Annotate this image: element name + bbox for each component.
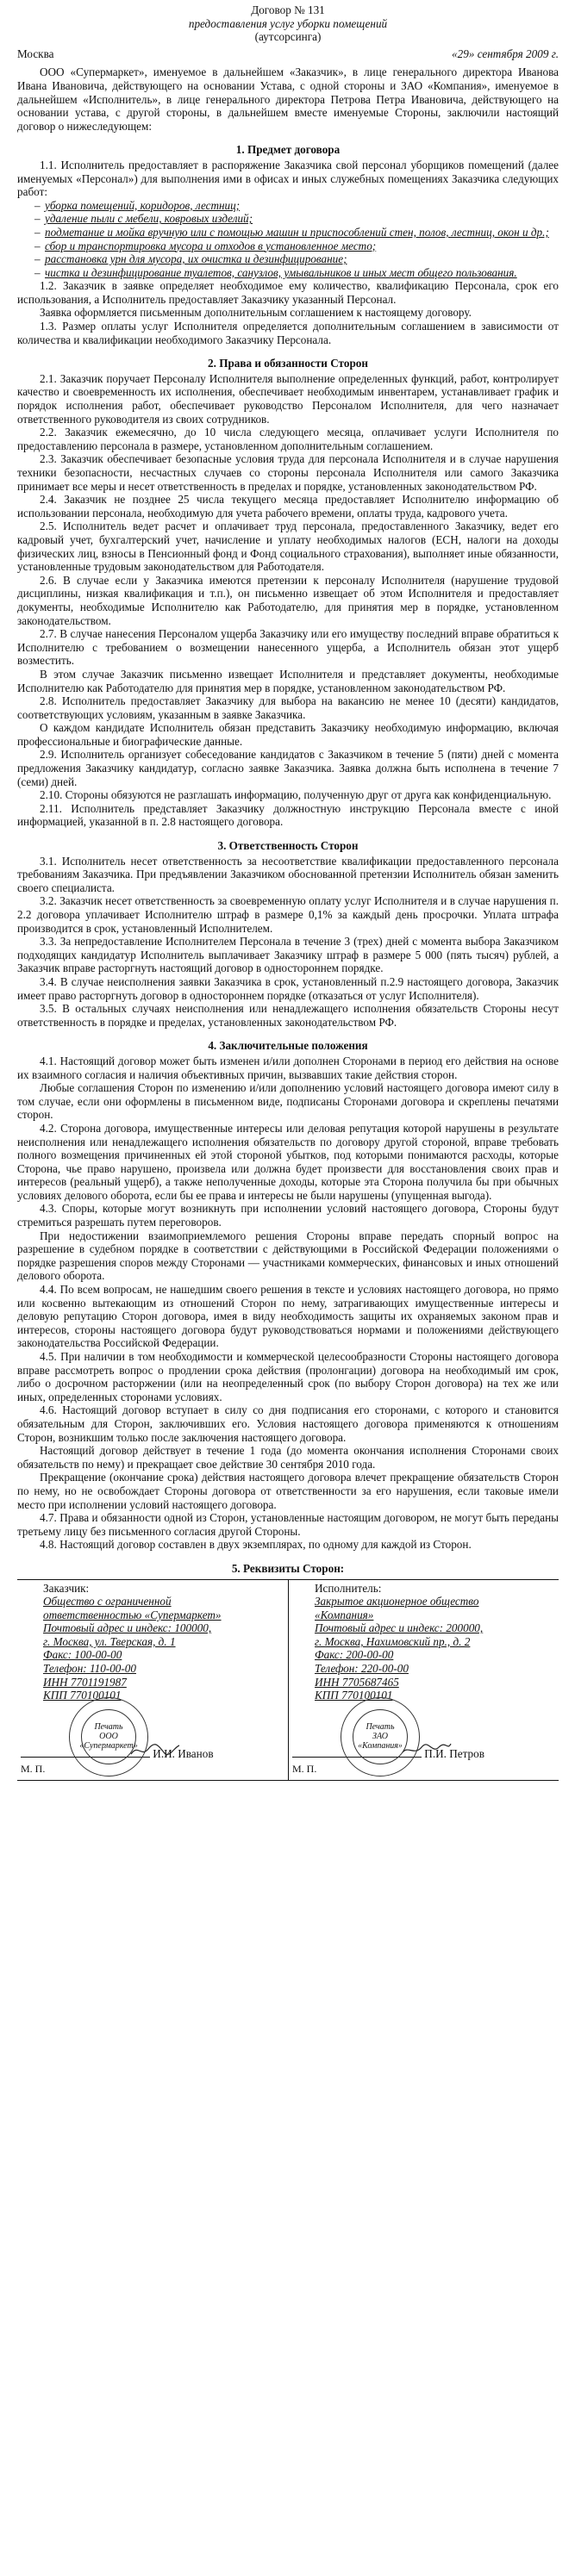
req-line: Почтовый адрес и индекс: 100000,: [43, 1621, 212, 1635]
section-5-title: 5. Реквизиты Сторон:: [231, 1561, 345, 1575]
req-line: ИНН 7705687465: [315, 1675, 399, 1689]
s1-p4: 1.3. Размер оплаты услуг Исполнителя определяется дополнительным соглашением в зависимости от количества и квалификации необходимого Заказчику Персонала.: [17, 320, 559, 346]
paragraph: 3.2. Заказчик несет ответственность за своевременную оплату услуг Исполнителя и в случае нарушения п. 2.2 договора уплачивает Исполнителю штраф в размере 0,1% за каждый день просрочки. Уплата штрафа производится в срок, установленный Исполнителем.: [17, 894, 559, 935]
paragraph: Настоящий договор действует в течение 1 года (до момента окончания исполнения Сторонами своих обязательств по нему) и прекращает свое действие 30 сентября 2010 года.: [17, 1444, 559, 1471]
paragraph: 4.5. При наличии в том необходимости и коммерческой целесообразности Стороны настоящего договора вправе рассмотреть вопрос о продлении срока действия (пролонгации) договора на необходимый им срок, либо о досрочном расторжении (или на неопределенный срок (по выбору Сторон договора) на тех же или иных, определенных сторонами условиях.: [17, 1350, 559, 1403]
section-4-body: [17, 1055, 559, 1552]
paragraph: 3.5. В остальных случаях неисполнения или ненадлежащего исполнения обязательств Стороны несут ответственность в порядке и пределах, установленных законодательством РФ.: [17, 1002, 559, 1029]
paragraph: 2.7. В случае нанесения Персоналом ущерба Заказчику или его имуществу последний вправе обратиться к Исполнителю с требованием о возмещении нанесенного ущерба, а Исполнитель обязан этот ущерб возместить.: [17, 627, 559, 668]
requisites-table: [17, 1579, 559, 1781]
list-item: – чистка и дезинфицирование туалетов, санузлов, умывальников и иных мест общего пользования.: [45, 266, 559, 280]
contract-title: Договор № 131: [251, 3, 325, 16]
customer-requisites: [17, 1580, 288, 1780]
paragraph: 2.8. Исполнитель предоставляет Заказчику для выбора на вакансию не менее 10 (десяти) кандидатов, соответствующих условиям, указанным в заявке Заказчика.: [17, 694, 559, 721]
contract-date: «29» сентября 2009 г.: [452, 47, 559, 60]
req-line: Телефон: 220-00-00: [315, 1662, 409, 1676]
req-line: г. Москва, ул. Тверская, д. 1: [43, 1634, 176, 1648]
city: Москва: [17, 47, 54, 60]
contract-page: [17, 3, 559, 1781]
list-item: – сбор и транспортировка мусора и отходов в установленное место;: [45, 240, 559, 253]
req-line: Общество с ограниченной: [43, 1595, 172, 1608]
executor-seal-label: М. П.: [292, 1762, 317, 1775]
req-line: «Компания»: [315, 1608, 374, 1621]
section-4-title: 4. Заключительные положения: [208, 1039, 368, 1053]
paragraph: 2.10. Стороны обязуются не разглашать информацию, полученную друг от друга как конфиденциальную.: [40, 788, 552, 802]
req-line: Закрытое акционерное общество: [315, 1595, 479, 1608]
paragraph: 2.11. Исполнитель представляет Заказчику должностную инструкцию Персонала вместе с иной информацией, указанной в п. 2.8 настоящего договора.: [17, 801, 559, 829]
req-line: Факс: 200-00-00: [315, 1648, 394, 1662]
list-item: – расстановка урн для мусора, их очистка и дезинфицирование;: [45, 252, 559, 266]
customer-seal-label: М. П.: [21, 1762, 46, 1775]
stamp-text: «Супермаркет»: [79, 1741, 138, 1751]
contract-subtitle-2: (аутсорсинга): [254, 30, 322, 44]
req-line: Почтовый адрес и индекс: 200000,: [315, 1621, 484, 1635]
place-date-row: [17, 47, 559, 61]
paragraph: 2.6. В случае если у Заказчика имеются претензии к персоналу Исполнителя (нарушение трудовой дисциплины, низкая квалификация и т.п.), он письменно извещает об этом Исполнителя и предоставляет документы, необходимые Исполнителю как Работодателю, для принятия мер в порядке, установленном законодательством.: [17, 573, 559, 627]
executor-heading: Исполнитель:: [315, 1581, 382, 1595]
paragraph: 2.1. Заказчик поручает Персоналу Исполнителя выполнение определенных функций, работ, контролирует качество и своевременность их исполнения, обеспечивает необходимым инвентарем, устанавливает график и порядок исполнения работ, обеспечивает руководство Персоналом Исполнителя, для чего назначает ответственного руководителя из своих сотрудников.: [17, 371, 559, 426]
req-line: Факс: 100-00-00: [43, 1648, 122, 1662]
section-2-title: 2. Права и обязанности Сторон: [208, 357, 368, 370]
s1-p2: 1.2. Заказчик в заявке определяет необходимое ему количество, квалификацию Персонала, срок его использования, а Исполнитель предоставляет Заказчику указанный Персонал.: [17, 279, 559, 306]
section-3-body: [17, 855, 559, 1030]
stamp-text: Печать: [94, 1722, 123, 1732]
paragraph: 4.1. Настоящий договор может быть изменен и/или дополнен Сторонами в период его действия на основе их взаимного согласия и наличия объективных причин, вызвавших такие действия сторон.: [17, 1054, 559, 1081]
section-2-body: [17, 372, 559, 829]
list-item: – подметание и мойка вручную или с помощью машин и приспособлений стен, полов, лестниц, окон и др.;: [45, 226, 559, 240]
paragraph: Любые соглашения Сторон по изменению и/или дополнению условий настоящего договора имеют силу в том случае, если они оформлены в письменном виде, подписаны Сторонами договора и скреплены печатями сторон.: [17, 1081, 559, 1122]
paragraph: 4.3. Споры, которые могут возникнуть при исполнении условий настоящего договора, Стороны будут стремиться разрешать путем переговоров.: [17, 1202, 559, 1229]
work-list: [17, 199, 559, 280]
paragraph: 4.7. Права и обязанности одной из Сторон, установленные настоящим договором, не могут быть переданы третьему лицу без письменного согласия другой Стороны.: [17, 1511, 559, 1538]
req-line: КПП 770100101: [315, 1689, 393, 1702]
customer-heading: Заказчик:: [43, 1581, 90, 1595]
paragraph: О каждом кандидате Исполнитель обязан представить Заказчику необходимую информацию, включая профессиональные и биографические данные.: [17, 721, 559, 748]
paragraph: 2.4. Заказчик не позднее 25 числа текущего месяца предоставляет Исполнителю информацию об использовании персонала, необходимую для учета рабочего времени, оплаты труда, кадрового учета.: [17, 493, 559, 520]
s1-p3: Заявка оформляется письменным дополнительным соглашением к настоящему договору.: [40, 306, 472, 320]
paragraph: 2.2. Заказчик ежемесячно, до 10 числа следующего месяца, оплачивает услуги Исполнителя по предоставлению персонала в размере, установленном дополнительным соглашением.: [17, 426, 559, 452]
executor-signatory: П.И. Петров: [424, 1746, 484, 1760]
stamp-text: Печать: [366, 1722, 395, 1732]
req-line: КПП 770100101: [43, 1689, 122, 1702]
paragraph: 3.3. За непредоставление Исполнителем Персонала в течение 3 (трех) дней с момента выбора Заказчиком подходящих кандидатур Исполнитель выплачивает Заказчику штраф в размере 5 000 (пять тысяч) рублей, а Заказчик вправе расторгнуть настоящий договор в одностороннем порядке.: [17, 935, 559, 975]
paragraph: 4.2. Сторона договора, имущественные интересы или деловая репутация которой нарушены в результате неисполнения или ненадлежащего исполнения обязательств по договору другой стороной, вправе требовать полного возмещения причиненных ей этой стороной убытков, под которыми понимаются расходы, которые Сторона, чье право нарушено, произвела или должна будет произвести для восстановления своих прав и интересов (реальный ущерб), а также неполученные доходы, которые эта Сторона получила бы при обычных условиях делового оборота, если бы ее права и интересы не были нарушены (упущенная выгода).: [17, 1121, 559, 1202]
contract-subtitle: предоставления услуг уборки помещений: [188, 16, 388, 30]
paragraph: 2.9. Исполнитель организует собеседование кандидатов с Заказчиком в течение 5 (пяти) дней с момента предложения Заказчику кандидатур, согласно заявке Заказчика. Заявка должна быть исполнена в течение 7 (семи) дней.: [17, 748, 559, 788]
customer-stamp-icon: [69, 1697, 148, 1776]
req-line: ответственностью «Супермаркет»: [43, 1608, 222, 1621]
paragraph: 2.3. Заказчик обеспечивает безопасные условия труда для персонала Исполнителя и в случае нарушения техники безопасности, несчастных случаев со стороны персонала Исполнителя или самого Заказчика принимает все меры и несет ответственность в пределах и порядке, установленных законодательством РФ.: [17, 452, 559, 493]
paragraph: 2.5. Исполнитель ведет расчет и оплачивает труд персонала, предоставленного Заказчику, ведет его кадровый учет, бухгалтерский учет, начисление и уплату необходимых налогов (ЕСН, налоги на доходы физических лиц, взносы в Пенсионный фонд и Фонд социального страхования), выполняет иные обязанности, установленные трудовым законодательством для Работодателя.: [17, 520, 559, 574]
paragraph: При недостижении взаимоприемлемого решения Стороны вправе передать спорный вопрос на разрешение в судебном порядке в соответствии с действующими в Российской Федерации положениями о порядке разрешения споров между Сторонами — участниками коммерческих, финансовых и иных отношений делового оборота.: [17, 1229, 559, 1283]
stamp-text: ООО: [99, 1732, 118, 1741]
paragraph: 4.6. Настоящий договор вступает в силу со дня подписания его сторонами, с которого и становится обязательным для Сторон, заключивших его. Условия настоящего договора применяются к отношениям Сторон, возникшим только после заключения настоящего договора.: [17, 1403, 559, 1444]
req-line: г. Москва, Нахимовский пр., д. 2: [315, 1634, 471, 1648]
paragraph: 3.1. Исполнитель несет ответственность за несоответствие квалификации предоставленного персонала требованиям Заказчика. При предъявлении Заказчиком обоснованной претензии Исполнитель обязан заменить своего специалиста.: [17, 854, 559, 894]
list-item: – удаление пыли с мебели, ковровых изделий;: [45, 212, 559, 226]
section-1-title: 1. Предмет договора: [235, 143, 341, 157]
paragraph: 4.4. По всем вопросам, не нашедшим своего решения в тексте и условиях настоящего договора, но прямо или косвенно вытекающим из отношений Сторон по нему, затрагивающих имущественные интересы и деловую репутацию Сторон договора, имея в виду необходимость защиты их охраняемых законом прав и интересов, стороны настоящего договора будут руководствоваться нормами и положениями действующего законодательства Российской Федерации.: [17, 1283, 559, 1350]
intro-paragraph: ООО «Супермаркет», именуемое в дальнейшем «Заказчик», в лице генерального директора Иванова Ивана Ивановича, действующего на основании Устава, с одной стороны и ЗАО «Компания», именуемое в дальнейшем «Исполнитель», в лице генерального директора Петрова Петра Ивановича, действующего на основании устава, с другой стороны, в дальнейшем вместе именуемые Стороны, заключили настоящий договор о нижеследующем:: [17, 65, 559, 133]
s1-p1: 1.1. Исполнитель предоставляет в распоряжение Заказчика свой персонал уборщиков помещений (далее именуемых «Персонал») для выполнения ими в офисах и иных служебных помещениях Заказчика следующих работ:: [17, 158, 559, 199]
list-item: – уборка помещений, коридоров, лестниц;: [45, 199, 559, 213]
req-line: Телефон: 110-00-00: [43, 1662, 136, 1676]
paragraph: 3.4. В случае неисполнения заявки Заказчика в срок, установленный п.2.9 настоящего договора, Заказчик имеет право расторгнуть договор в одностороннем порядке (отказаться от услуг Исполнителя).: [17, 974, 559, 1002]
stamp-text: ЗАО: [372, 1732, 388, 1741]
paragraph: В этом случае Заказчик письменно извещает Исполнителя и представляет документы, необходимые Исполнителю как Работодателю для принятия мер в порядке, установленном законодательством РФ.: [17, 667, 559, 694]
executor-stamp-icon: [341, 1697, 420, 1776]
paragraph: 4.8. Настоящий договор составлен в двух экземплярах, по одному для каждой из Сторон.: [40, 1538, 472, 1552]
paragraph: Прекращение (окончание срока) действия настоящего договора влечет прекращение обязательств Сторон по нему, но не освобождает Стороны договора от ответственности за его нарушения, если таковые имели место при исполнении условий настоящего договора.: [17, 1471, 559, 1511]
executor-requisites: [288, 1580, 559, 1780]
stamp-text: «Компания»: [358, 1741, 403, 1751]
customer-signatory: И.И. Иванов: [153, 1746, 214, 1760]
req-line: ИНН 7701191987: [43, 1675, 127, 1689]
section-3-title: 3. Ответственность Сторон: [217, 839, 359, 853]
